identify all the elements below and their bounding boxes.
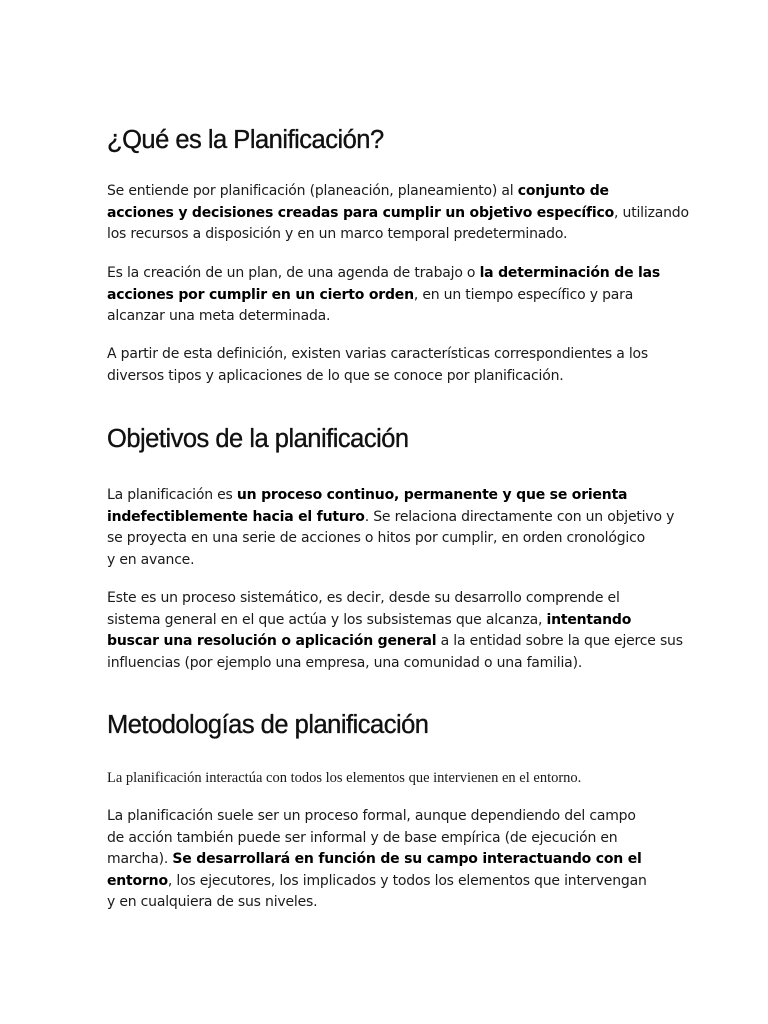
bold-text-run: indefectiblemente hacia el futuro xyxy=(107,508,365,525)
paragraph xyxy=(107,588,683,674)
paragraph xyxy=(107,263,667,328)
text-line xyxy=(107,871,667,893)
text-line xyxy=(107,485,667,507)
text-line xyxy=(107,631,683,653)
text-run: sistema general en el que actúa y los subsistemas que alcanza, xyxy=(107,611,547,628)
bold-text-run: conjunto de xyxy=(517,183,609,199)
text-line xyxy=(107,849,667,871)
text-line xyxy=(107,768,667,790)
text-run: de acción también puede ser informal y de base empírica (de ejecución en xyxy=(107,829,618,846)
bold-text-run: acciones por cumplir en un cierto orden xyxy=(107,286,414,303)
bold-text-run: intentando xyxy=(546,611,632,628)
text-line xyxy=(107,528,667,550)
text-line xyxy=(107,263,667,285)
heading-objetivos-planificacion: Objetivos de la planificación xyxy=(107,425,409,453)
text-line xyxy=(107,828,667,850)
text-line xyxy=(107,588,667,610)
text-run: Este es un proceso sistemático, es decir, desde su desarrollo comprende el xyxy=(107,590,620,606)
bold-text-run: la determinación de las xyxy=(479,265,661,281)
text-run: y en cualquiera de sus niveles. xyxy=(107,894,318,910)
text-line xyxy=(107,507,675,529)
text-run: Se entiende por planificación (planeación, planeamiento) al xyxy=(107,183,518,199)
text-run: Es la creación de un plan, de una agenda de trabajo o xyxy=(107,265,480,281)
text-run: , los ejecutores, los implicados y todos los elementos que intervengan xyxy=(167,872,647,889)
paragraph-serif xyxy=(107,768,667,790)
text-line xyxy=(107,610,667,632)
text-line xyxy=(107,224,667,246)
heading-metodologias-planificacion: Metodologías de planificación xyxy=(107,711,429,739)
text-run: A partir de esta definición, existen varias características correspondientes a los xyxy=(107,346,649,362)
text-line xyxy=(107,892,667,914)
paragraph xyxy=(107,806,667,914)
text-line xyxy=(107,181,667,203)
paragraph xyxy=(107,485,675,571)
text-run: marcha). xyxy=(107,851,173,867)
text-run: influencias (por ejemplo una empresa, una comunidad o una familia). xyxy=(107,654,583,671)
bold-text-run: entorno xyxy=(107,872,168,889)
bold-text-run: acciones y decisiones creadas para cumplir un objetivo específico xyxy=(107,204,615,221)
text-run: , utilizando xyxy=(614,204,689,221)
paragraph xyxy=(107,344,667,387)
text-run: diversos tipos y aplicaciones de lo que se conoce por planificación. xyxy=(107,367,564,384)
text-line xyxy=(107,306,667,328)
bold-text-run: un proceso continuo, permanente y que se orienta xyxy=(236,487,628,503)
text-line xyxy=(107,653,667,675)
text-run: los recursos a disposición y en un marco temporal predeterminado. xyxy=(107,226,568,242)
text-line xyxy=(107,285,667,307)
text-run: alcanzar una meta determinada. xyxy=(107,308,331,324)
text-run: a la entidad sobre la que ejerce sus xyxy=(436,633,683,649)
text-line xyxy=(107,366,667,388)
heading-que-es-planificacion: ¿Qué es la Planificación? xyxy=(107,126,384,154)
bold-text-run: Se desarrollará en función de su campo interactuando con el xyxy=(172,851,642,867)
text-line xyxy=(107,806,667,828)
text-run: . Se relaciona directamente con un objetivo y xyxy=(364,508,675,525)
text-run: La planificación suele ser un proceso formal, aunque dependiendo del campo xyxy=(107,808,636,824)
bold-text-run: buscar una resolución o aplicación general xyxy=(107,633,437,649)
text-line xyxy=(107,203,689,225)
text-run: La planificación interactúa con todos los elementos que intervienen en el entorno. xyxy=(107,770,582,786)
text-line xyxy=(107,550,667,572)
text-run: , en un tiempo específico y para xyxy=(413,286,634,303)
text-line xyxy=(107,344,667,366)
text-run: se proyecta en una serie de acciones o hitos por cumplir, en orden cronológico xyxy=(107,530,645,546)
paragraph xyxy=(107,181,689,246)
text-run: y en avance. xyxy=(107,551,195,568)
text-run: La planificación es xyxy=(107,487,237,503)
